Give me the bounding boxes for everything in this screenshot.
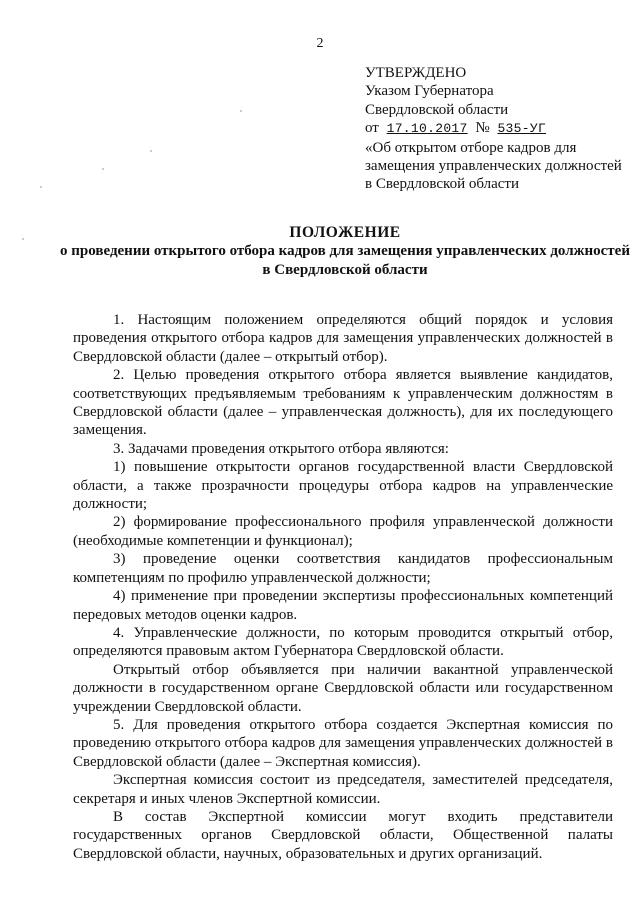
approval-stamp [365,64,627,194]
paragraph: Экспертная комиссия состоит из председателя, заместителей председателя, секретаря и иных членов Экспертной комиссии. [73,772,613,807]
paragraph: 2) формирование профессионального профиля управленческой должности (необходимые компетенции и функционал); [73,514,613,549]
scan-speck [240,110,242,112]
scan-speck [150,150,152,152]
date-prefix: от [365,120,379,137]
decree-number: 535-УГ [497,121,547,137]
approval-line-2: Свердловской области [365,101,509,118]
document-title: ПОЛОЖЕНИЕ [289,224,401,241]
document-body [73,311,613,863]
paragraph: 4. Управленческие должности, по которым проводится открытый отбор, определяются правовым актом Губернатора Свердловской области. [73,624,613,660]
paragraph: 2. Целью проведения открытого отбора является выявление кандидатов, соответствующих предъявляемым требованиям к управленческим должностям в Свердловской области (далее – управленческая должность), для их последующего замещения. [73,367,613,439]
page-number: 2 [316,36,324,51]
paragraph: 3) проведение оценки соответствия кандидатов профессиональным компетенциям по профилю управленческой должности; [73,551,613,586]
paragraph: 1. Настоящим положением определяются общий порядок и условия проведения открытого отбора кадров для замещения управленческих должностей в Свердловской области (далее – открытый отбор). [73,312,613,365]
paragraph: 4) применение при проведении экспертизы профессиональных компетенций передовых методов оценки кадров. [73,588,613,623]
approval-date-line [365,119,627,138]
approval-line-1: Указом Губернатора [365,83,494,100]
paragraph: Открытый отбор объявляется при наличии вакантной управленческой должности в государственном органе Свердловской области или государственном учреждении Свердловской области. [73,661,613,715]
paragraph: 5. Для проведения открытого отбора создается Экспертная комиссия по проведению открытого отбора кадров для замещения управленческих должностей в Свердловской области (далее – Экспертная комиссия). [73,716,613,770]
scan-speck [22,238,24,240]
paragraph: В состав Экспертной комиссии могут входить представители государственных органов Свердловской области, Общественной палаты Свердловской области, научных, образовательных и других организаций. [73,808,613,862]
approval-heading: УТВЕРЖДЕНО [365,65,467,81]
document-heading [60,223,630,280]
paragraph: 1) повышение открытости органов государственной власти Свердловской области, а также прозрачности процедуры отбора кадров на управленческие должности; [73,459,613,513]
decree-title: «Об открытом отборе кадров для замещения управленческих должностей в Свердловской области [365,139,622,193]
scan-speck [40,186,42,188]
decree-date: 17.10.2017 [386,121,468,137]
number-prefix: № [475,120,490,137]
document-subtitle: о проведении открытого отбора кадров для замещения управленческих должностей в Свердловской области [60,243,630,278]
paragraph: 3. Задачами проведения открытого отбора являются: [113,440,449,457]
scan-speck [102,168,104,170]
